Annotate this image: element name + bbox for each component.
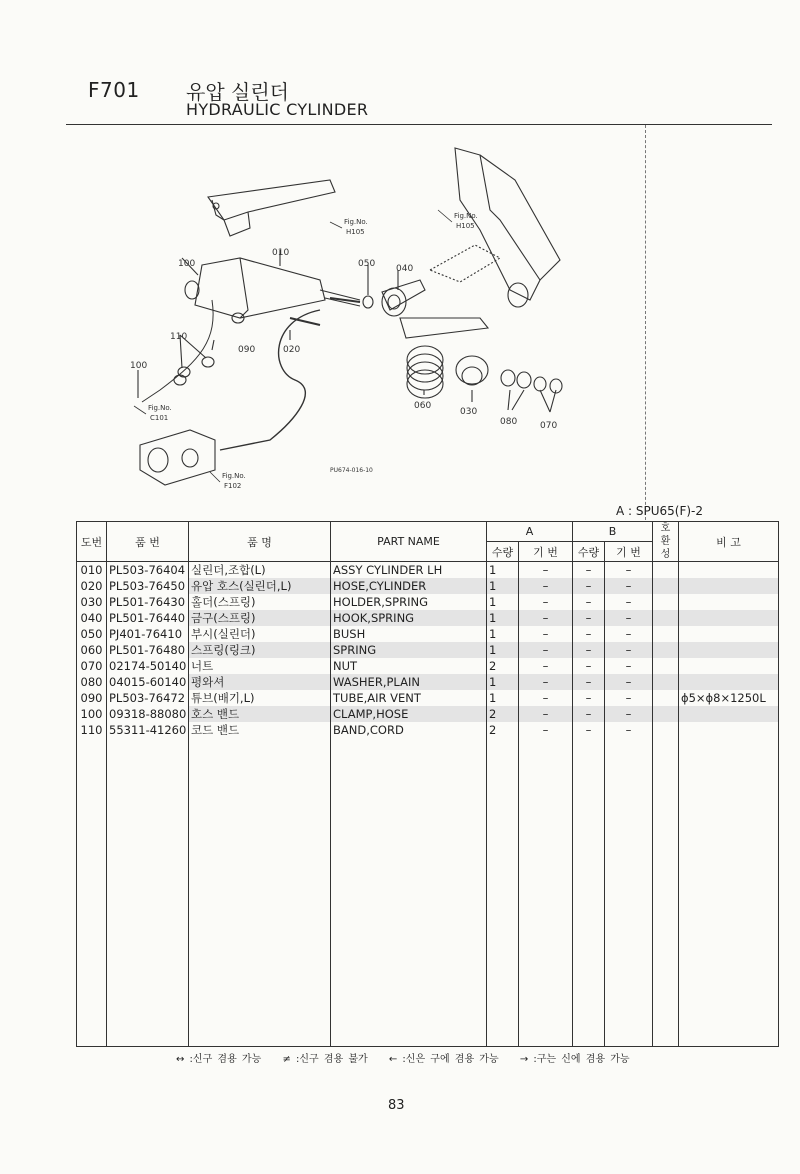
col-header-remarks: 비 고 bbox=[679, 522, 779, 562]
legend-item-4: → :구는 신에 겸용 가능 bbox=[519, 1054, 630, 1065]
cell-ser-a: – bbox=[519, 626, 573, 642]
col-header-qty-b: 수량 bbox=[573, 542, 605, 562]
cell-name-ko: 호스 밴드 bbox=[189, 706, 331, 722]
header-rule bbox=[66, 124, 772, 125]
table-row bbox=[77, 722, 779, 738]
cell-remarks bbox=[679, 594, 779, 610]
table-row bbox=[77, 610, 779, 626]
cell-ser-a: – bbox=[519, 642, 573, 658]
cell-ser-a: – bbox=[519, 610, 573, 626]
cell-part-name: CLAMP,HOSE bbox=[331, 706, 487, 722]
cell-name-ko: 유압 호스(실린더,L) bbox=[189, 578, 331, 594]
col-header-serial-b: 기 번 bbox=[605, 542, 653, 562]
cell-remarks bbox=[679, 610, 779, 626]
cell-no: 040 bbox=[77, 610, 107, 626]
cell-ser-b: – bbox=[605, 706, 653, 722]
callout-070: 070 bbox=[540, 421, 558, 431]
callout-040: 040 bbox=[396, 264, 414, 274]
table-row bbox=[77, 690, 779, 706]
cell-qty-a: 1 bbox=[487, 642, 519, 658]
cell-remarks bbox=[679, 562, 779, 579]
blank-cell bbox=[107, 738, 189, 1047]
cell-part-no: PL501-76440 bbox=[107, 610, 189, 626]
cell-remarks bbox=[679, 626, 779, 642]
cell-name-ko: 튜브(배기,L) bbox=[189, 690, 331, 706]
cell-part-name: HOLDER,SPRING bbox=[331, 594, 487, 610]
callout-100a: 100 bbox=[178, 259, 196, 269]
cell-name-ko: 코드 밴드 bbox=[189, 722, 331, 738]
cell-name-ko: 너트 bbox=[189, 658, 331, 674]
cell-part-name: NUT bbox=[331, 658, 487, 674]
cell-interchange bbox=[653, 562, 679, 579]
hose-drawing bbox=[220, 310, 320, 450]
cell-no: 060 bbox=[77, 642, 107, 658]
cell-qty-a: 1 bbox=[487, 578, 519, 594]
blank-cell bbox=[77, 738, 107, 1047]
cell-part-no: PJ401-76410 bbox=[107, 626, 189, 642]
col-header-serial-a: 기 번 bbox=[519, 542, 573, 562]
table-row bbox=[77, 578, 779, 594]
blank-cell bbox=[487, 738, 519, 1047]
fig-ref-label-2: Fig.No. bbox=[454, 212, 478, 220]
cell-name-ko: 홀더(스프링) bbox=[189, 594, 331, 610]
table-row bbox=[77, 674, 779, 690]
cell-no: 090 bbox=[77, 690, 107, 706]
cell-part-name: BAND,CORD bbox=[331, 722, 487, 738]
cell-part-no: PL501-76430 bbox=[107, 594, 189, 610]
cell-remarks bbox=[679, 674, 779, 690]
fig-ref-label-3: Fig.No. bbox=[148, 404, 172, 412]
cell-interchange bbox=[653, 578, 679, 594]
cell-ser-b: – bbox=[605, 674, 653, 690]
cell-ser-a: – bbox=[519, 594, 573, 610]
col-header-name-ko: 품 명 bbox=[189, 522, 331, 562]
cell-part-name: WASHER,PLAIN bbox=[331, 674, 487, 690]
callout-020: 020 bbox=[283, 345, 301, 355]
cell-ser-b: – bbox=[605, 594, 653, 610]
page-code: F701 bbox=[88, 78, 140, 102]
cell-name-ko: 부시(실린더) bbox=[189, 626, 331, 642]
cell-part-name: BUSH bbox=[331, 626, 487, 642]
callout-050: 050 bbox=[358, 259, 376, 269]
cell-name-ko: 스프링(링크) bbox=[189, 642, 331, 658]
callout-060: 060 bbox=[414, 401, 432, 411]
blank-cell bbox=[573, 738, 605, 1047]
callout-080: 080 bbox=[500, 417, 518, 427]
drawing-id: PU674-016-10 bbox=[330, 467, 373, 474]
cell-interchange bbox=[653, 674, 679, 690]
cell-no: 020 bbox=[77, 578, 107, 594]
table-row bbox=[77, 706, 779, 722]
cell-qty-b: – bbox=[573, 690, 605, 706]
legend-item-2: ≠ :신구 겸용 불가 bbox=[282, 1054, 368, 1065]
cell-qty-b: – bbox=[573, 642, 605, 658]
cell-ser-b: – bbox=[605, 642, 653, 658]
cell-remarks: ϕ5×ϕ8×1250L bbox=[679, 690, 779, 706]
table-row bbox=[77, 626, 779, 642]
parts-table bbox=[76, 521, 779, 1047]
valve-block-drawing bbox=[140, 430, 215, 485]
table-blank-space bbox=[77, 738, 779, 1047]
cell-qty-b: – bbox=[573, 674, 605, 690]
table-row bbox=[77, 642, 779, 658]
col-header-qty-a: 수량 bbox=[487, 542, 519, 562]
cell-qty-a: 2 bbox=[487, 706, 519, 722]
blank-cell bbox=[189, 738, 331, 1047]
cell-qty-b: – bbox=[573, 658, 605, 674]
cell-qty-b: – bbox=[573, 578, 605, 594]
cell-qty-a: 1 bbox=[487, 610, 519, 626]
cell-part-no: 09318-88080 bbox=[107, 706, 189, 722]
cell-ser-a: – bbox=[519, 706, 573, 722]
cell-part-name: TUBE,AIR VENT bbox=[331, 690, 487, 706]
model-reference: A : SPU65(F)-2 bbox=[616, 504, 704, 518]
cell-interchange bbox=[653, 610, 679, 626]
fig-ref-4: F102 bbox=[224, 482, 242, 490]
cell-remarks bbox=[679, 642, 779, 658]
parts-table-body bbox=[77, 562, 779, 1047]
cell-interchange bbox=[653, 690, 679, 706]
legend-item-1: ↔ :신구 겸용 가능 bbox=[176, 1054, 262, 1065]
cell-part-name: HOSE,CYLINDER bbox=[331, 578, 487, 594]
table-row bbox=[77, 594, 779, 610]
col-header-group-a: A bbox=[487, 522, 573, 542]
cell-name-ko: 실린더,조합(L) bbox=[189, 562, 331, 579]
cell-part-name: HOOK,SPRING bbox=[331, 610, 487, 626]
cell-remarks bbox=[679, 578, 779, 594]
cell-ser-b: – bbox=[605, 626, 653, 642]
cell-remarks bbox=[679, 658, 779, 674]
cylinder-drawing bbox=[195, 258, 325, 318]
cell-interchange bbox=[653, 658, 679, 674]
cell-qty-a: 1 bbox=[487, 562, 519, 579]
cell-ser-b: – bbox=[605, 578, 653, 594]
callout-030: 030 bbox=[460, 407, 478, 417]
cell-name-ko: 평와셔 bbox=[189, 674, 331, 690]
callout-110: 110 bbox=[170, 332, 188, 342]
cell-interchange bbox=[653, 722, 679, 738]
cell-no: 070 bbox=[77, 658, 107, 674]
cell-qty-a: 2 bbox=[487, 722, 519, 738]
fig-ref-label-4: Fig.No. bbox=[222, 472, 246, 480]
cell-qty-a: 1 bbox=[487, 690, 519, 706]
col-header-part-no: 품 번 bbox=[107, 522, 189, 562]
cell-part-no: PL503-76472 bbox=[107, 690, 189, 706]
cell-no: 110 bbox=[77, 722, 107, 738]
cell-no: 030 bbox=[77, 594, 107, 610]
cell-part-no: 55311-41260 bbox=[107, 722, 189, 738]
blank-cell bbox=[679, 738, 779, 1047]
cell-qty-a: 2 bbox=[487, 658, 519, 674]
interchange-legend bbox=[176, 1050, 646, 1065]
cell-qty-a: 1 bbox=[487, 674, 519, 690]
cell-ser-a: – bbox=[519, 674, 573, 690]
blank-cell bbox=[331, 738, 487, 1047]
cell-qty-a: 1 bbox=[487, 626, 519, 642]
blank-cell bbox=[605, 738, 653, 1047]
cell-remarks bbox=[679, 722, 779, 738]
cell-interchange bbox=[653, 626, 679, 642]
cell-part-no: PL503-76450 bbox=[107, 578, 189, 594]
fig-ref-1: H105 bbox=[346, 228, 365, 236]
cell-ser-a: – bbox=[519, 690, 573, 706]
cell-qty-b: – bbox=[573, 610, 605, 626]
cell-ser-b: – bbox=[605, 658, 653, 674]
page-number: 83 bbox=[388, 1098, 405, 1113]
cell-qty-b: – bbox=[573, 722, 605, 738]
spring-drawing bbox=[407, 346, 443, 398]
legend-item-3: ← :신은 구에 겸용 가능 bbox=[388, 1054, 499, 1065]
exploded-parts-diagram bbox=[120, 140, 660, 500]
table-row bbox=[77, 658, 779, 674]
col-header-no: 도번 bbox=[77, 522, 107, 562]
blank-cell bbox=[519, 738, 573, 1047]
fig-ref-2: H105 bbox=[456, 222, 475, 230]
callout-090: 090 bbox=[238, 345, 256, 355]
cell-qty-b: – bbox=[573, 562, 605, 579]
cell-interchange bbox=[653, 642, 679, 658]
frame-arm-drawing bbox=[208, 180, 335, 220]
cell-ser-a: – bbox=[519, 658, 573, 674]
cell-qty-a: 1 bbox=[487, 594, 519, 610]
cell-ser-b: – bbox=[605, 722, 653, 738]
cell-part-no: 04015-60140 bbox=[107, 674, 189, 690]
fig-ref-label-1: Fig.No. bbox=[344, 218, 368, 226]
cell-part-no: PL501-76480 bbox=[107, 642, 189, 658]
blank-cell bbox=[653, 738, 679, 1047]
fig-ref-3: C101 bbox=[150, 414, 169, 422]
cell-interchange bbox=[653, 706, 679, 722]
table-header-row-1 bbox=[77, 522, 779, 542]
col-header-part-name: PART NAME bbox=[331, 522, 487, 562]
col-header-group-b: B bbox=[573, 522, 653, 542]
cell-part-name: SPRING bbox=[331, 642, 487, 658]
cell-no: 100 bbox=[77, 706, 107, 722]
cell-ser-a: – bbox=[519, 562, 573, 579]
page-title-english: HYDRAULIC CYLINDER bbox=[186, 100, 369, 119]
cell-qty-b: – bbox=[573, 706, 605, 722]
page-title-korean: 유압 실린더 bbox=[186, 80, 289, 104]
callout-010: 010 bbox=[272, 248, 290, 258]
cell-qty-b: – bbox=[573, 626, 605, 642]
cell-part-no: 02174-50140 bbox=[107, 658, 189, 674]
cell-no: 050 bbox=[77, 626, 107, 642]
cell-ser-b: – bbox=[605, 610, 653, 626]
callout-100b: 100 bbox=[130, 361, 148, 371]
cell-ser-a: – bbox=[519, 578, 573, 594]
table-row bbox=[77, 562, 779, 579]
cell-interchange bbox=[653, 594, 679, 610]
cell-no: 010 bbox=[77, 562, 107, 579]
cell-name-ko: 금구(스프링) bbox=[189, 610, 331, 626]
cell-remarks bbox=[679, 706, 779, 722]
cell-part-no: PL503-76404 bbox=[107, 562, 189, 579]
col-header-interchange: 호환성 bbox=[653, 522, 679, 562]
cell-ser-b: – bbox=[605, 562, 653, 579]
cell-ser-a: – bbox=[519, 722, 573, 738]
cell-ser-b: – bbox=[605, 690, 653, 706]
cell-part-name: ASSY CYLINDER LH bbox=[331, 562, 487, 579]
cell-no: 080 bbox=[77, 674, 107, 690]
cell-qty-b: – bbox=[573, 594, 605, 610]
